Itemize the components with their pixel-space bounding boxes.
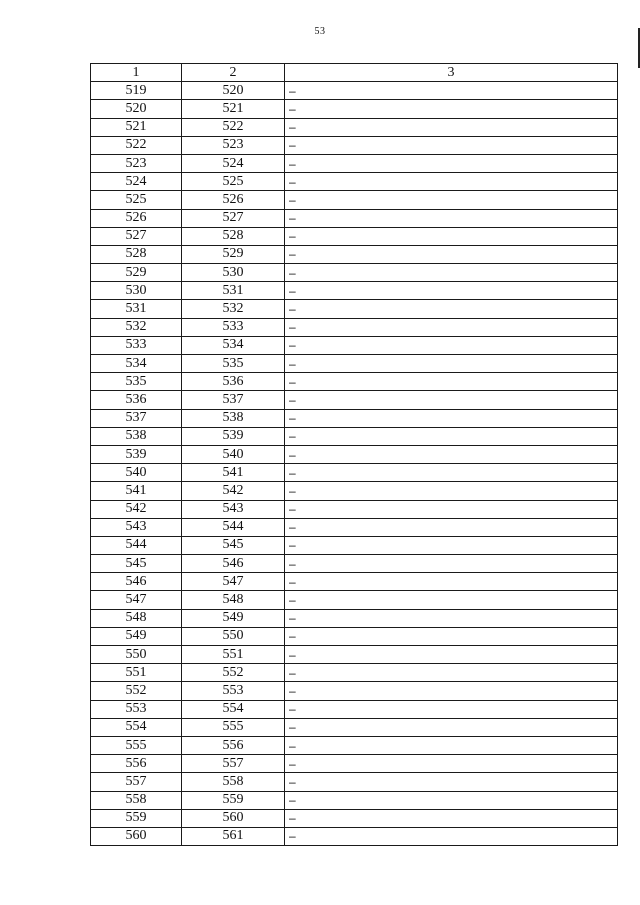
table-cell-col-1: 543: [91, 518, 182, 536]
table-cell-col-1: 553: [91, 700, 182, 718]
table-cell-col-2: 545: [182, 536, 285, 554]
table-cell-col-3: –: [285, 791, 618, 809]
table-cell-col-1: 530: [91, 282, 182, 300]
table-row: [91, 282, 618, 300]
table-cell-col-1: 531: [91, 300, 182, 318]
table-row: [91, 809, 618, 827]
table-cell-col-3: –: [285, 482, 618, 500]
table-cell-col-2: 535: [182, 355, 285, 373]
table-cell-col-3: –: [285, 336, 618, 354]
table-cell-col-3: –: [285, 264, 618, 282]
table-cell-col-1: 546: [91, 573, 182, 591]
table-row: [91, 555, 618, 573]
table-row: [91, 718, 618, 736]
table-row: [91, 646, 618, 664]
table-cell-col-3: –: [285, 809, 618, 827]
table-cell-col-1: 522: [91, 136, 182, 154]
table-cell-col-1: 554: [91, 718, 182, 736]
table-row: [91, 300, 618, 318]
table-cell-col-2: 546: [182, 555, 285, 573]
table-cell-col-2: 520: [182, 82, 285, 100]
table-cell-col-3: –: [285, 282, 618, 300]
table-cell-col-3: –: [285, 518, 618, 536]
table-cell-col-3: –: [285, 827, 618, 845]
table-cell-col-2: 523: [182, 136, 285, 154]
table-cell-col-1: 533: [91, 336, 182, 354]
table-cell-col-2: 559: [182, 791, 285, 809]
table-cell-col-2: 541: [182, 464, 285, 482]
table-body: [91, 82, 618, 846]
table-cell-col-2: 531: [182, 282, 285, 300]
table-cell-col-3: –: [285, 555, 618, 573]
table-cell-col-3: –: [285, 646, 618, 664]
table-cell-col-2: 536: [182, 373, 285, 391]
table-row: [91, 336, 618, 354]
table-row: [91, 791, 618, 809]
table-cell-col-1: 537: [91, 409, 182, 427]
table-row: [91, 736, 618, 754]
table-row: [91, 827, 618, 845]
table-cell-col-3: –: [285, 427, 618, 445]
table-cell-col-3: –: [285, 355, 618, 373]
table-cell-col-1: 560: [91, 827, 182, 845]
table-row: [91, 318, 618, 336]
table-cell-col-2: 533: [182, 318, 285, 336]
table-cell-col-3: –: [285, 136, 618, 154]
table-row: [91, 373, 618, 391]
table-row: [91, 355, 618, 373]
table-cell-col-1: 552: [91, 682, 182, 700]
table-cell-col-1: 521: [91, 118, 182, 136]
table-cell-col-1: 544: [91, 536, 182, 554]
table-cell-col-2: 560: [182, 809, 285, 827]
table-cell-col-2: 529: [182, 245, 285, 263]
table-cell-col-1: 523: [91, 154, 182, 172]
table-row: [91, 755, 618, 773]
table-cell-col-3: –: [285, 445, 618, 463]
table-cell-col-3: –: [285, 664, 618, 682]
table-row: [91, 391, 618, 409]
table-cell-col-2: 547: [182, 573, 285, 591]
table-cell-col-2: 557: [182, 755, 285, 773]
table-cell-col-2: 526: [182, 191, 285, 209]
table-row: [91, 500, 618, 518]
table-cell-col-3: –: [285, 191, 618, 209]
table-cell-col-2: 556: [182, 736, 285, 754]
table-cell-col-2: 540: [182, 445, 285, 463]
table-cell-col-2: 525: [182, 173, 285, 191]
table-cell-col-2: 551: [182, 646, 285, 664]
table-cell-col-3: –: [285, 300, 618, 318]
table-cell-col-2: 543: [182, 500, 285, 518]
table-cell-col-2: 530: [182, 264, 285, 282]
table-cell-col-2: 524: [182, 154, 285, 172]
table-cell-col-1: 556: [91, 755, 182, 773]
table-cell-col-1: 525: [91, 191, 182, 209]
table-cell-col-1: 545: [91, 555, 182, 573]
table-header-row: [91, 64, 618, 82]
table-cell-col-3: –: [285, 718, 618, 736]
table-row: [91, 464, 618, 482]
table-cell-col-1: 524: [91, 173, 182, 191]
table-row: [91, 536, 618, 554]
table-cell-col-1: 557: [91, 773, 182, 791]
table-row: [91, 100, 618, 118]
table-cell-col-1: 535: [91, 373, 182, 391]
table-cell-col-3: –: [285, 773, 618, 791]
table-cell-col-3: –: [285, 682, 618, 700]
table-cell-col-3: –: [285, 154, 618, 172]
table-row: [91, 627, 618, 645]
table-row: [91, 154, 618, 172]
table-cell-col-2: 554: [182, 700, 285, 718]
table-cell-col-3: –: [285, 409, 618, 427]
table-cell-col-3: –: [285, 82, 618, 100]
table-cell-col-3: –: [285, 209, 618, 227]
table-row: [91, 245, 618, 263]
table-cell-col-3: –: [285, 755, 618, 773]
table-cell-col-1: 541: [91, 482, 182, 500]
table-cell-col-1: 550: [91, 646, 182, 664]
table-cell-col-2: 521: [182, 100, 285, 118]
table-cell-col-2: 532: [182, 300, 285, 318]
table-cell-col-3: –: [285, 573, 618, 591]
table-cell-col-3: –: [285, 391, 618, 409]
table-cell-col-1: 551: [91, 664, 182, 682]
table-cell-col-2: 539: [182, 427, 285, 445]
table-cell-col-1: 548: [91, 609, 182, 627]
table-cell-col-3: –: [285, 227, 618, 245]
table-cell-col-2: 522: [182, 118, 285, 136]
table-cell-col-2: 552: [182, 664, 285, 682]
table-row: [91, 427, 618, 445]
table-cell-col-1: 559: [91, 809, 182, 827]
table-cell-col-3: –: [285, 118, 618, 136]
table-row: [91, 700, 618, 718]
table-cell-col-3: –: [285, 736, 618, 754]
table-cell-col-1: 547: [91, 591, 182, 609]
table-cell-col-2: 550: [182, 627, 285, 645]
table-cell-col-1: 526: [91, 209, 182, 227]
table-row: [91, 191, 618, 209]
table-cell-col-1: 540: [91, 464, 182, 482]
table-row: [91, 409, 618, 427]
table-row: [91, 227, 618, 245]
column-header-1: 1: [91, 64, 182, 82]
table-cell-col-1: 542: [91, 500, 182, 518]
table-cell-col-2: 548: [182, 591, 285, 609]
table-row: [91, 518, 618, 536]
table-row: [91, 445, 618, 463]
table-cell-col-1: 519: [91, 82, 182, 100]
table-row: [91, 136, 618, 154]
table-cell-col-2: 549: [182, 609, 285, 627]
table-row: [91, 664, 618, 682]
table-cell-col-3: –: [285, 318, 618, 336]
table-row: [91, 209, 618, 227]
table-cell-col-1: 538: [91, 427, 182, 445]
table-cell-col-3: –: [285, 464, 618, 482]
table-cell-col-1: 539: [91, 445, 182, 463]
table-cell-col-2: 558: [182, 773, 285, 791]
table-cell-col-2: 538: [182, 409, 285, 427]
column-header-2: 2: [182, 64, 285, 82]
table-cell-col-2: 544: [182, 518, 285, 536]
table-row: [91, 173, 618, 191]
table-row: [91, 482, 618, 500]
table-cell-col-2: 555: [182, 718, 285, 736]
table-cell-col-1: 532: [91, 318, 182, 336]
table-cell-col-3: –: [285, 245, 618, 263]
table-cell-col-3: –: [285, 173, 618, 191]
table-cell-col-3: –: [285, 627, 618, 645]
table-cell-col-1: 555: [91, 736, 182, 754]
table-row: [91, 118, 618, 136]
table-cell-col-2: 542: [182, 482, 285, 500]
page-number: 53: [314, 26, 326, 37]
table-cell-col-1: 520: [91, 100, 182, 118]
table-cell-col-2: 553: [182, 682, 285, 700]
column-header-3: 3: [285, 64, 618, 82]
table-cell-col-3: –: [285, 100, 618, 118]
table-cell-col-1: 527: [91, 227, 182, 245]
table-cell-col-2: 528: [182, 227, 285, 245]
table-row: [91, 573, 618, 591]
table-cell-col-3: –: [285, 591, 618, 609]
table-row: [91, 82, 618, 100]
table-row: [91, 773, 618, 791]
table-cell-col-1: 529: [91, 264, 182, 282]
table-cell-col-2: 537: [182, 391, 285, 409]
table-row: [91, 682, 618, 700]
table-cell-col-2: 527: [182, 209, 285, 227]
table-cell-col-3: –: [285, 700, 618, 718]
table-cell-col-2: 561: [182, 827, 285, 845]
table-row: [91, 264, 618, 282]
table-cell-col-3: –: [285, 536, 618, 554]
table-cell-col-2: 534: [182, 336, 285, 354]
table-cell-col-3: –: [285, 500, 618, 518]
table-cell-col-1: 558: [91, 791, 182, 809]
table-row: [91, 591, 618, 609]
table-cell-col-3: –: [285, 609, 618, 627]
table-row: [91, 609, 618, 627]
table-cell-col-1: 534: [91, 355, 182, 373]
data-table: [90, 63, 618, 846]
table-cell-col-1: 528: [91, 245, 182, 263]
table-cell-col-1: 536: [91, 391, 182, 409]
table-cell-col-3: –: [285, 373, 618, 391]
table-cell-col-1: 549: [91, 627, 182, 645]
